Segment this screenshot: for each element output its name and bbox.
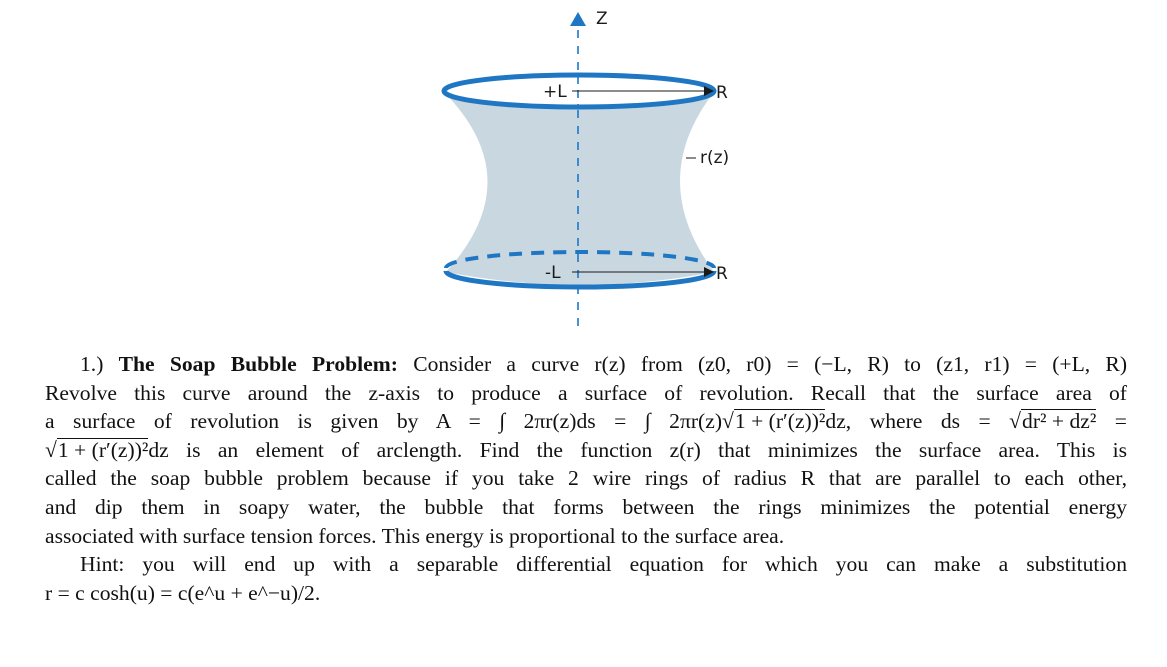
problem-number: 1.) [80,352,104,376]
hint-line-1: Hint: you will end up with a separable differential equation for which you can make a substitution [80,552,1127,577]
bottom-radius-label: R [716,264,728,284]
arclength-element-radicand: 1 + (r′(z))² [57,437,149,462]
problem-line-4: √1 + (r′(z))²dz is an element of arclength. Find the function z(r) that minimizes the surface area. This is [45,437,1127,462]
problem-line-4-text: dz is an element of arclength. Find the function z(r) that minimizes the surface area. This is [148,437,1127,462]
curve-label: r(z) [700,148,730,168]
arclength-radicand: 1 + (r′(z))² [734,409,826,434]
problem-line-5: called the soap bubble problem because if you take 2 wire rings of radius R that are parallel to each other, [45,466,1127,491]
problem-line-6: and dip them in soapy water, the bubble that forms between the rings minimizes the potential energy [45,494,1127,519]
problem-title: The Soap Bubble Problem: [118,352,398,376]
z-axis-label: Z [596,9,608,29]
problem-line-1-text: Consider a curve r(z) from (z0, r0) = (−L, R) to (z1, r1) = (+L, R) [413,352,1128,376]
equals-sign: = [1114,409,1127,434]
z-axis-arrowhead [570,12,586,26]
problem-line-1 [45,350,1127,379]
problem-text [45,350,1127,607]
problem-line-3: a surface of revolution is given by A = ∫ 2πr(z)ds = ∫ 2πr(z)√1 + (r′(z))²dz, where ds = √dr² + dz² = [45,409,1127,434]
surface-area-formula: a surface of revolution is given by A = ∫ 2πr(z)ds = ∫ 2πr(z) [45,409,723,434]
ds-definition: dz, where ds = [825,409,991,434]
top-position-label: +L [543,82,567,102]
hint-line-2: r = c cosh(u) = c(e^u + e^−u)/2. [45,580,321,605]
bottom-position-label: -L [545,263,561,283]
problem-line-2: Revolve this curve around the z-axis to produce a surface of revolution. Recall that the surface area of [45,380,1127,405]
ds-radicand: dr² + dz² [1022,409,1097,434]
top-radius-label: R [716,83,728,103]
problem-line-7: associated with surface tension forces. This energy is proportional to the surface area. [45,523,785,548]
